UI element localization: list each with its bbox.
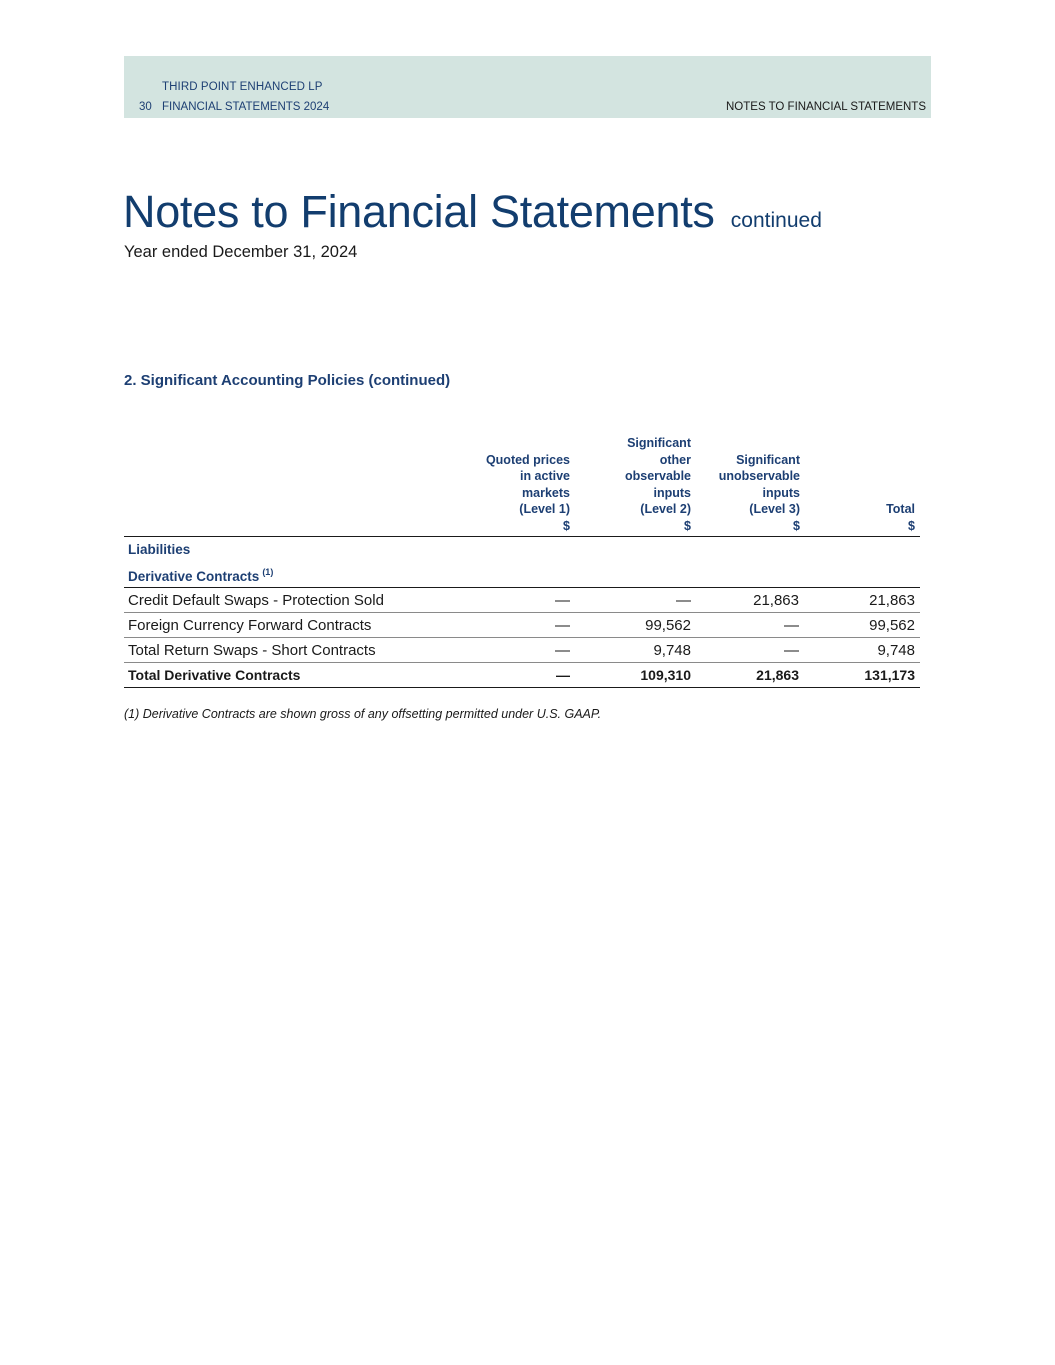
- column-header-line: $: [684, 518, 691, 533]
- column-header-line: (Level 2): [640, 502, 691, 516]
- cell-level-1: —: [555, 617, 570, 634]
- cell-level-3: —: [784, 642, 799, 659]
- header-page-number: 30: [139, 101, 152, 113]
- column-header-line: inputs: [653, 485, 691, 500]
- subsection-row-derivative-contracts: [124, 562, 920, 588]
- column-header-line: markets: [522, 485, 570, 500]
- column-header-line: Total: [886, 502, 915, 516]
- column-header-line: other: [659, 452, 691, 467]
- cell-total: 21,863: [869, 592, 915, 609]
- header-document-name: FINANCIAL STATEMENTS 2024: [162, 101, 330, 113]
- column-header-line: Quoted prices: [485, 452, 570, 467]
- column-header-level-3: [719, 452, 800, 535]
- column-header-line: inputs: [762, 485, 800, 500]
- page-title: [123, 186, 822, 238]
- table-column-headers: [124, 433, 920, 537]
- column-header-level-1: [486, 452, 570, 535]
- section-label: Liabilities: [128, 542, 191, 557]
- column-header-line: Significant: [627, 436, 691, 450]
- row-label: Total Return Swaps - Short Contracts: [128, 642, 376, 659]
- total-total: 131,173: [864, 667, 915, 683]
- footnote-marker: (1): [262, 567, 274, 577]
- column-header-line: $: [908, 518, 915, 533]
- table-row: [124, 588, 920, 613]
- column-header-line: (Level 1): [519, 502, 570, 516]
- column-header-level-2: [625, 435, 691, 534]
- column-header-line: $: [793, 518, 800, 533]
- column-header-total: [886, 501, 915, 534]
- subsection-label-text: Derivative Contracts: [128, 569, 260, 584]
- table-footnote: (1) Derivative Contracts are shown gross of any offsetting permitted under U.S. GAAP.: [124, 707, 602, 721]
- cell-level-2: 9,748: [653, 642, 691, 659]
- total-level-2: 109,310: [640, 667, 691, 683]
- cell-total: 9,748: [877, 642, 915, 659]
- cell-total: 99,562: [869, 617, 915, 634]
- cell-level-3: —: [784, 617, 799, 634]
- table-row: [124, 638, 920, 663]
- page-title-continued: continued: [730, 209, 822, 232]
- table-row: [124, 613, 920, 638]
- column-header-line: $: [563, 518, 570, 533]
- row-label: Credit Default Swaps - Protection Sold: [128, 592, 384, 609]
- cell-level-1: —: [555, 592, 570, 609]
- cell-level-2: —: [676, 592, 691, 609]
- column-header-line: Significant: [736, 452, 800, 467]
- fair-value-table: [124, 433, 920, 688]
- total-level-1: —: [556, 667, 570, 683]
- column-header-line: (Level 3): [749, 502, 800, 516]
- cell-level-3: 21,863: [753, 592, 799, 609]
- cell-level-2: 99,562: [645, 617, 691, 634]
- column-header-line: in active: [519, 469, 570, 483]
- subsection-label: [128, 567, 273, 584]
- header-section-name: NOTES TO FINANCIAL STATEMENTS: [726, 101, 926, 113]
- section-heading: 2. Significant Accounting Policies (continued): [124, 372, 451, 389]
- page-subtitle: Year ended December 31, 2024: [124, 243, 358, 261]
- column-header-line: unobservable: [718, 469, 800, 483]
- section-row-liabilities: [124, 537, 920, 562]
- total-row-label: Total Derivative Contracts: [128, 667, 301, 683]
- total-row: [124, 663, 920, 688]
- cell-level-1: —: [555, 642, 570, 659]
- row-label: Foreign Currency Forward Contracts: [128, 617, 372, 634]
- header-company-name: THIRD POINT ENHANCED LP: [162, 81, 323, 93]
- column-header-line: observable: [624, 469, 691, 483]
- page-title-main: Notes to Financial Statements: [123, 186, 715, 237]
- page-header-band: [124, 56, 931, 118]
- total-level-3: 21,863: [756, 667, 799, 683]
